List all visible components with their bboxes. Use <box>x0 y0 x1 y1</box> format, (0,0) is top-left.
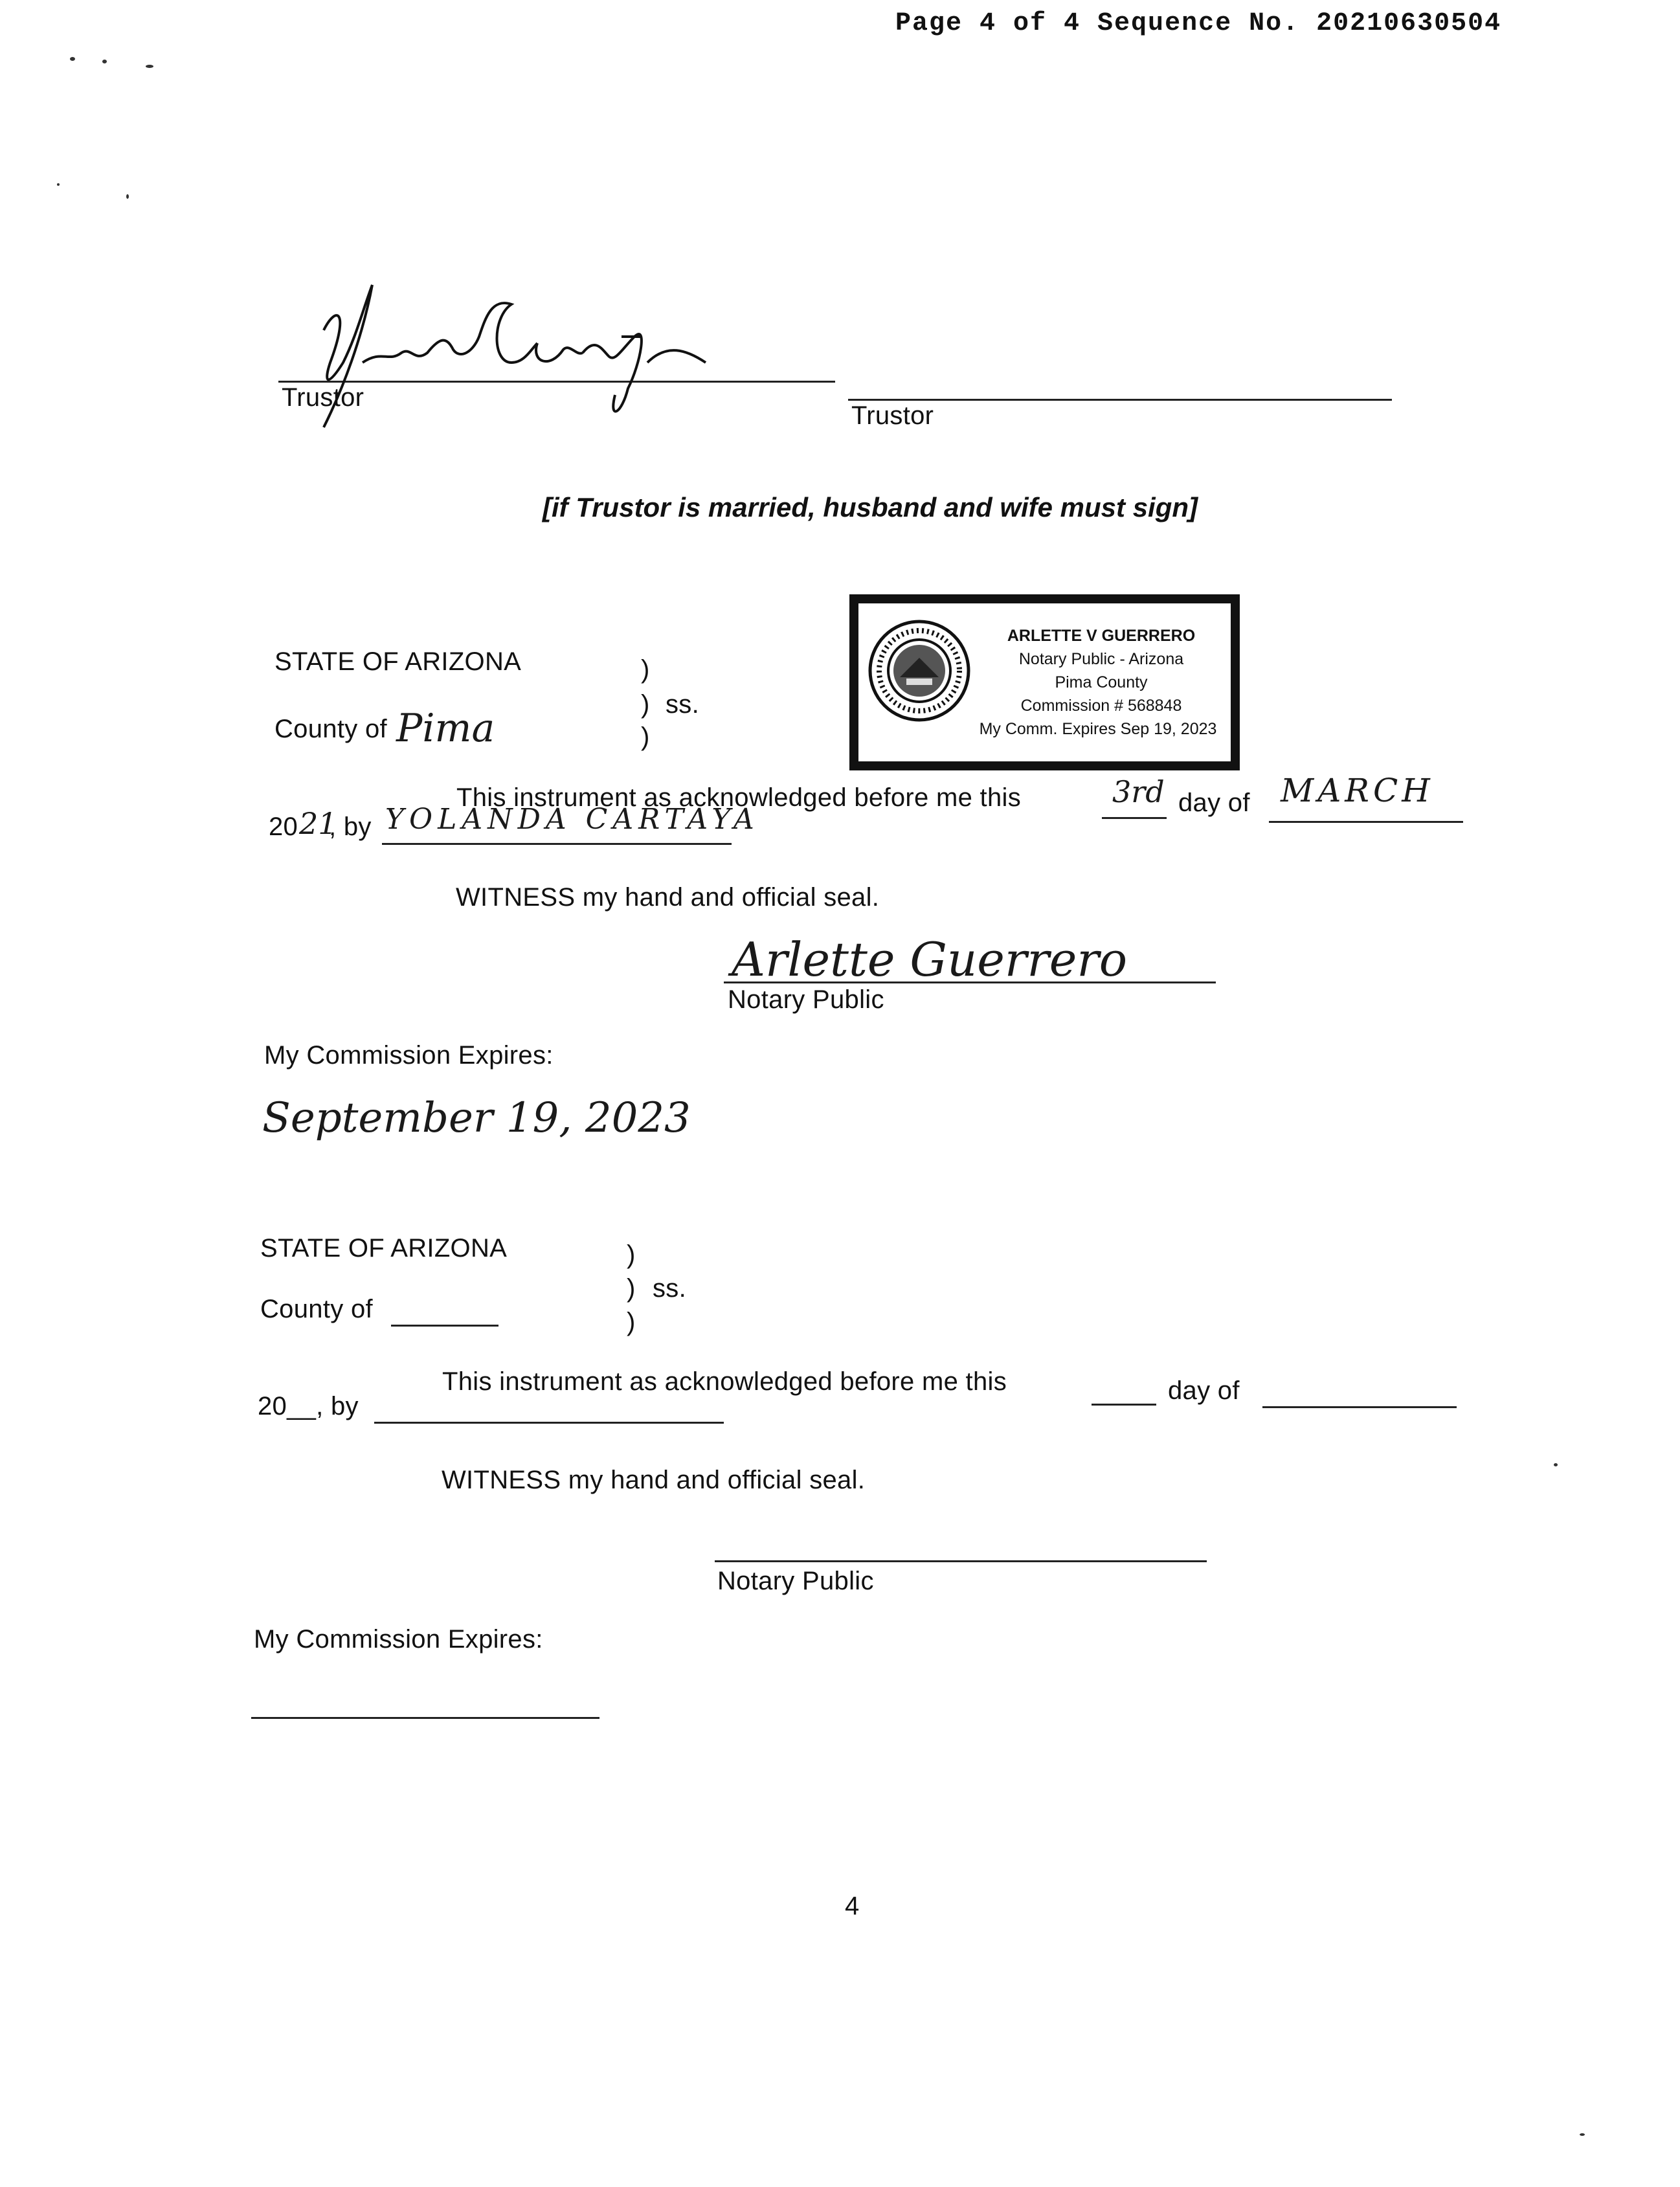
ack-by-handwritten: YOLANDA CARTAYA <box>385 803 759 836</box>
state-label-2: STATE OF ARIZONA <box>260 1234 508 1262</box>
commission-expires-underline-2 <box>251 1717 599 1719</box>
ack-month-handwritten: MARCH <box>1281 772 1434 809</box>
month-underline <box>1269 821 1463 823</box>
witness-text-1: WITNESS my hand and official seal. <box>456 883 880 912</box>
year-prefix-1: 20 <box>269 813 298 841</box>
trustor-signature-line-2 <box>848 399 1392 401</box>
commission-expires-handwritten: September 19, 2023 <box>262 1094 691 1142</box>
commission-expires-label-2: My Commission Expires: <box>254 1625 543 1654</box>
ack-day-handwritten: 3rd <box>1112 774 1165 809</box>
notary-signature-line-2 <box>715 1560 1207 1562</box>
paren: ) <box>627 1240 636 1269</box>
page-sequence-header: Page 4 of 4 Sequence No. 20210630504 <box>895 9 1502 38</box>
page-number: 4 <box>845 1892 860 1920</box>
year-suffix-handwritten: 21 <box>299 806 337 841</box>
day-of-label-2: day of <box>1168 1376 1240 1405</box>
ack-text-1: This instrument as acknowledged before me this <box>456 783 1022 812</box>
spouse-sign-note: [if Trustor is married, husband and wife must sign] <box>543 492 1198 522</box>
ss-label-2: ss. <box>653 1274 687 1303</box>
notary-public-label-2: Notary Public <box>717 1567 874 1595</box>
seal-notary-name: ARLETTE V GUERRERO <box>1007 627 1196 645</box>
paren: ) <box>641 690 650 719</box>
county-underline-2 <box>391 1325 498 1327</box>
arizona-seal-emblem-icon <box>868 619 978 729</box>
day-underline <box>1102 817 1167 819</box>
ack-text-2: This instrument as acknowledged before me this <box>442 1367 1007 1396</box>
witness-text-2: WITNESS my hand and official seal. <box>442 1466 866 1494</box>
day-underline-2 <box>1092 1404 1156 1406</box>
ss-label-1: ss. <box>666 690 700 719</box>
by-underline-2 <box>374 1422 724 1424</box>
by-label-1: , by <box>329 813 372 841</box>
year-prefix-2: 20__, by <box>258 1392 359 1420</box>
trustor-label-2: Trustor <box>851 401 934 430</box>
paren: ) <box>641 655 650 684</box>
notary-signature-handwritten: Arlette Guerrero <box>732 932 1128 987</box>
trustor-label-1: Trustor <box>282 383 364 412</box>
by-underline-1 <box>382 843 732 845</box>
seal-notary-title: Notary Public - Arizona <box>1018 650 1184 668</box>
seal-county: Pima County <box>1055 673 1148 691</box>
county-label-2: County of <box>260 1295 373 1323</box>
day-of-label-1: day of <box>1178 789 1250 817</box>
county-label-1: County of <box>274 715 387 743</box>
state-label-1: STATE OF ARIZONA <box>274 647 522 676</box>
seal-commission-expires: My Comm. Expires Sep 19, 2023 <box>979 720 1217 738</box>
notary-public-label-1: Notary Public <box>728 985 884 1014</box>
paren: ) <box>627 1274 636 1303</box>
seal-commission-number: Commission # 568848 <box>1020 697 1182 715</box>
paren: ) <box>641 723 650 751</box>
paren: ) <box>627 1308 636 1336</box>
month-underline-2 <box>1262 1406 1457 1408</box>
county-value-handwritten: Pima <box>396 706 495 751</box>
commission-expires-label-1: My Commission Expires: <box>264 1041 554 1070</box>
notary-seal-stamp <box>849 594 1240 770</box>
